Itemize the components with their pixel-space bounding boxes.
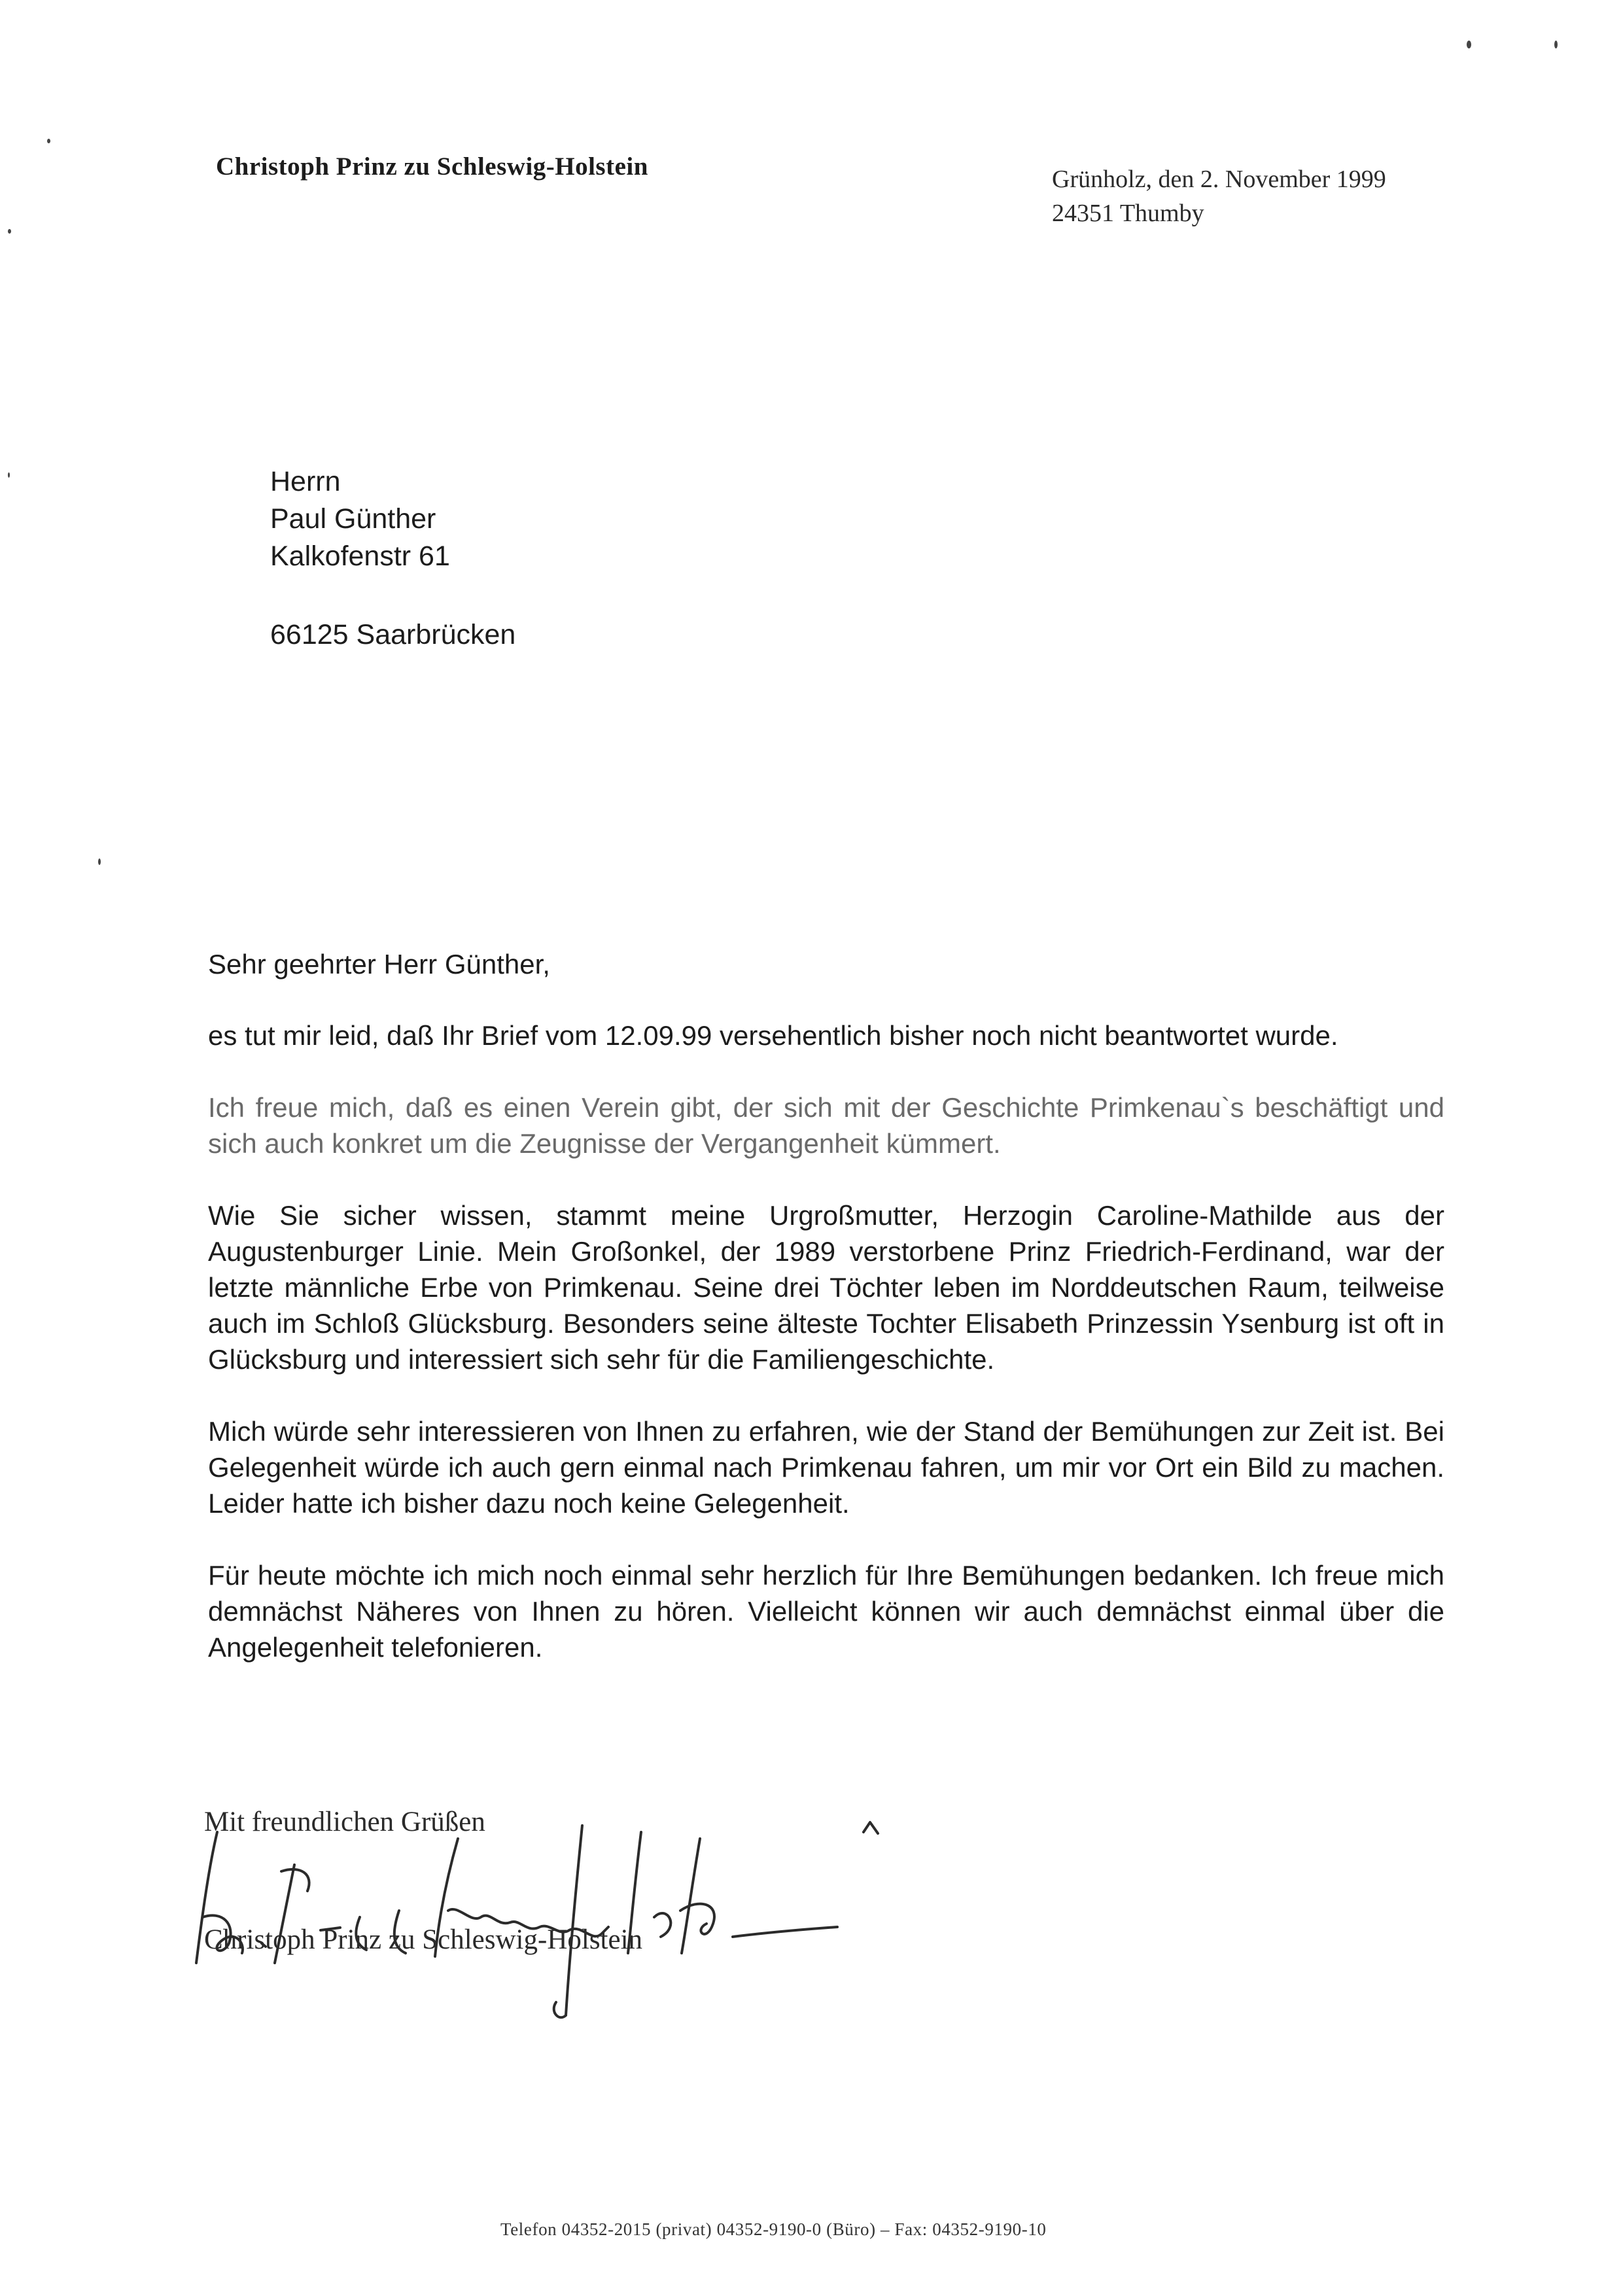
paragraph-2: Ich freue mich, daß es einen Verein gibt, der sich mit der Geschichte Primkenau`s beschäftigt und sich auch konkret um die Zeugnisse der Vergangenheit kümmert. bbox=[208, 1092, 1444, 1159]
paragraph-5: Für heute möchte ich mich noch einmal sehr herzlich für Ihre Bemühungen bedanken. Ich freue mich demnächst Näheres von Ihnen zu hören. Vielleicht können wir auch demnächst einmal über die Angelegenheit telefonieren. bbox=[208, 1560, 1444, 1663]
footer-contact: Telefon 04352-2015 (privat) 04352-9190-0 (Büro) – Fax: 04352-9190-10 bbox=[500, 2219, 1047, 2239]
paragraph-1: es tut mir leid, daß Ihr Brief vom 12.09.99 versehentlich bisher noch nicht beantwortet wurde. bbox=[208, 1020, 1338, 1051]
scan-speck bbox=[8, 229, 11, 234]
place-date: Grünholz, den 2. November 1999 bbox=[1052, 166, 1386, 193]
scan-speck bbox=[47, 139, 50, 143]
signer-name: Christoph Prinz zu Schleswig-Holstein bbox=[204, 1924, 643, 1955]
letter-salutation: Sehr geehrter Herr Günther, bbox=[208, 949, 550, 980]
paragraph-3: Wie Sie sicher wissen, stammt meine Urgroßmutter, Herzogin Caroline-Mathilde aus der Augustenburger Linie. Mein Großonkel, der 1989 verstorbene Prinz Friedrich-Ferdinand, war der letzte männliche Erbe von Primkenau. Seine drei Töchter leben im Norddeutschen Raum, teilweise auch im Schloß Glücksburg. Besonders seine älteste Tochter Elisabeth Prinzessin Ysenburg ist oft in Glücksburg und interessiert sich sehr für die Familiengeschichte. bbox=[208, 1200, 1444, 1375]
paragraph-4: Mich würde sehr interessieren von Ihnen zu erfahren, wie der Stand der Bemühungen zur Zeit ist. Bei Gelegenheit würde ich auch gern einmal nach Primkenau fahren, um mir vor Ort ein Bild zu machen. Leider hatte ich bisher dazu noch keine Gelegenheit. bbox=[208, 1416, 1444, 1519]
recipient-street: Kalkofenstr 61 bbox=[270, 540, 450, 572]
scan-speck bbox=[1467, 41, 1471, 48]
scan-speck bbox=[1554, 41, 1558, 48]
letter-body bbox=[208, 1017, 1444, 1701]
scan-speck bbox=[8, 472, 10, 478]
sender-postal-city: 24351 Thumby bbox=[1052, 200, 1204, 227]
recipient-city: 66125 Saarbrücken bbox=[270, 619, 516, 650]
recipient-address bbox=[270, 463, 515, 654]
handwritten-signature bbox=[183, 1812, 942, 2022]
letter-closing: Mit freundlichen Grüßen bbox=[204, 1807, 485, 1837]
place-date-block bbox=[1052, 162, 1386, 230]
sender-name: Christoph Prinz zu Schleswig-Holstein bbox=[216, 152, 648, 181]
recipient-name: Paul Günther bbox=[270, 503, 436, 535]
scan-speck bbox=[98, 858, 101, 865]
recipient-salutation-line: Herrn bbox=[270, 466, 341, 497]
